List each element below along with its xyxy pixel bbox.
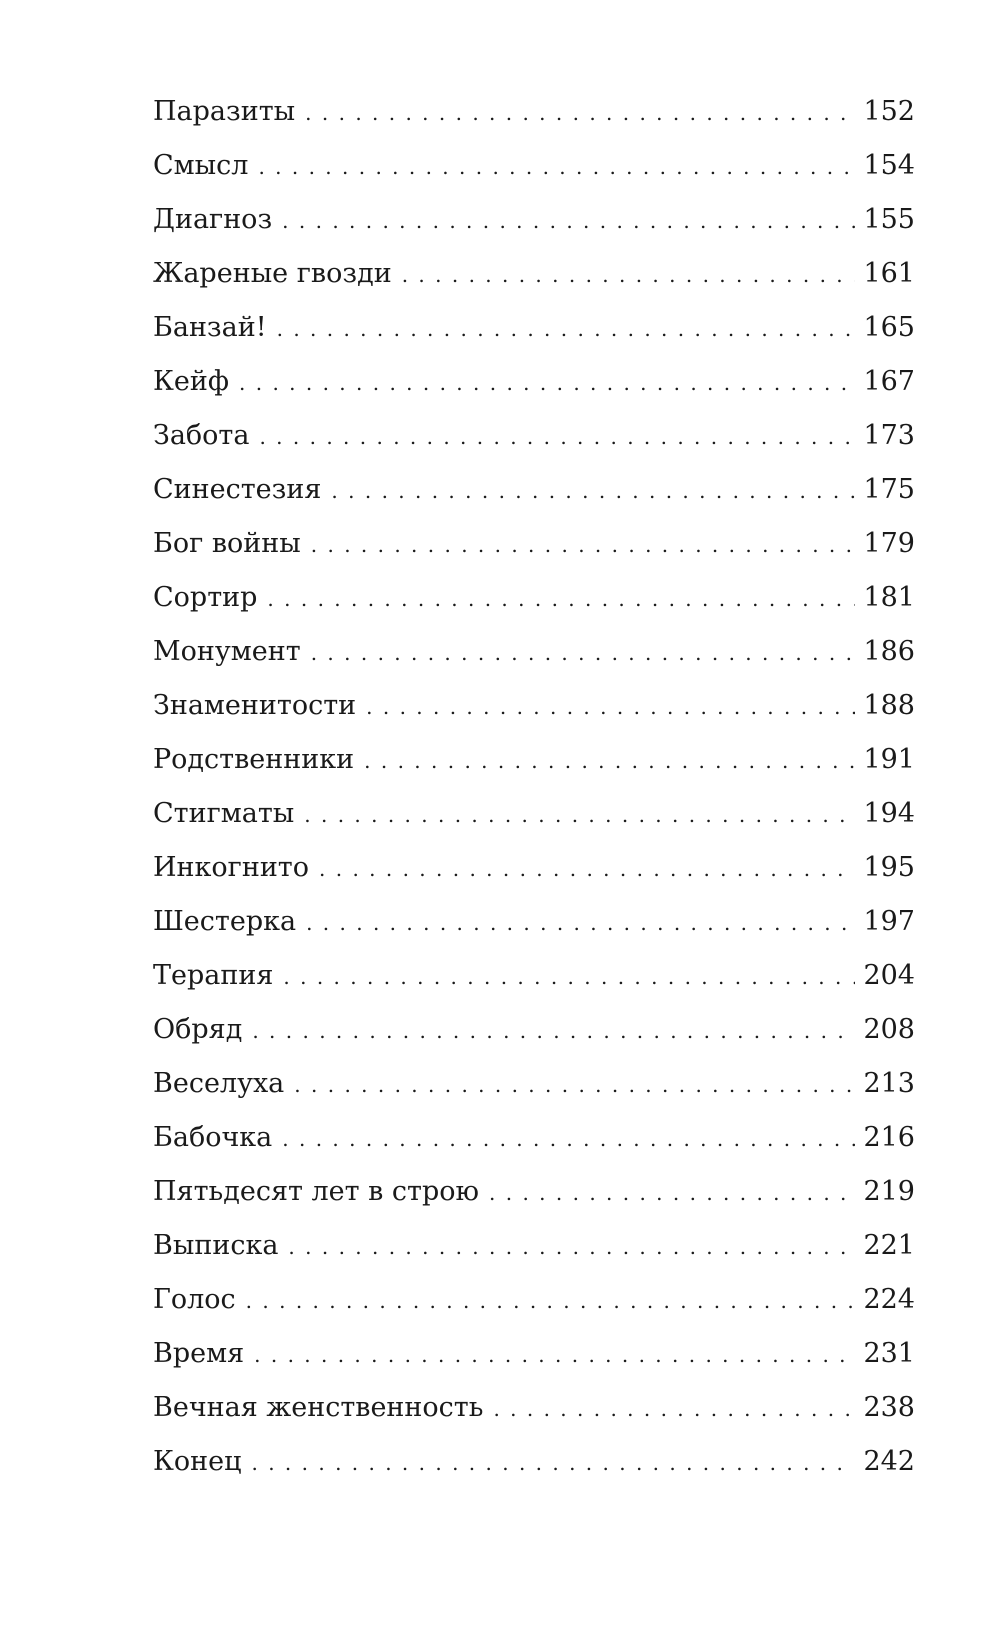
toc-entry xyxy=(153,312,915,366)
toc-entry xyxy=(153,1230,915,1284)
toc-entry-title: Родственники xyxy=(153,744,355,775)
toc-entry-title: Диагноз xyxy=(153,204,273,235)
toc-entry-title: Знаменитости xyxy=(153,690,357,721)
toc-entry-title: Терапия xyxy=(153,960,274,991)
dot-leader xyxy=(282,209,855,233)
toc-entry xyxy=(153,204,915,258)
toc-entry-page: 188 xyxy=(863,690,915,721)
toc-entry xyxy=(153,690,915,744)
toc-entry-page: 231 xyxy=(863,1338,915,1369)
dot-leader xyxy=(402,263,856,287)
dot-leader xyxy=(258,155,855,179)
toc-entry xyxy=(153,798,915,852)
dot-leader xyxy=(304,803,855,827)
toc-entry-title: Синестезия xyxy=(153,474,322,505)
dot-leader xyxy=(277,317,856,341)
toc-entry-title: Шестерка xyxy=(153,906,297,937)
toc-entry-page: 167 xyxy=(863,366,915,397)
toc-entry-title: Веселуха xyxy=(153,1068,285,1099)
toc-entry-title: Сортир xyxy=(153,582,258,613)
dot-leader xyxy=(489,1181,855,1205)
dot-leader xyxy=(294,1073,855,1097)
dot-leader xyxy=(319,857,855,881)
toc-entry-title: Обряд xyxy=(153,1014,243,1045)
toc-entry-page: 242 xyxy=(863,1446,915,1477)
dot-leader xyxy=(246,1289,856,1313)
toc-entry xyxy=(153,1284,915,1338)
dot-leader xyxy=(283,965,855,989)
toc-entry-page: 221 xyxy=(863,1230,915,1261)
toc-entry-title: Выписка xyxy=(153,1230,279,1261)
toc-entry xyxy=(153,528,915,582)
toc-entry-page: 181 xyxy=(863,582,915,613)
toc-entry xyxy=(153,960,915,1014)
toc-entry xyxy=(153,852,915,906)
toc-entry-title: Кейф xyxy=(153,366,230,397)
toc-entry-page: 179 xyxy=(863,528,915,559)
toc-entry-title: Пятьдесят лет в строю xyxy=(153,1176,480,1207)
toc-entry-title: Смысл xyxy=(153,150,249,181)
toc-entry-title: Паразиты xyxy=(153,96,296,127)
toc-entry-page: 204 xyxy=(863,960,915,991)
toc-entry xyxy=(153,1338,915,1392)
toc-entry xyxy=(153,582,915,636)
toc-entry-title: Конец xyxy=(153,1446,242,1477)
toc-entry xyxy=(153,1122,915,1176)
toc-entry-page: 197 xyxy=(863,906,915,937)
toc-entry-title: Стигматы xyxy=(153,798,295,829)
dot-leader xyxy=(252,1019,855,1043)
dot-leader xyxy=(366,695,855,719)
dot-leader xyxy=(252,1451,856,1475)
dot-leader xyxy=(493,1397,855,1421)
dot-leader xyxy=(306,911,855,935)
toc-entry xyxy=(153,1392,915,1446)
toc-entry xyxy=(153,636,915,690)
toc-entry xyxy=(153,366,915,420)
toc-entry-title: Жареные гвозди xyxy=(153,258,392,289)
toc-entry xyxy=(153,1446,915,1500)
toc-entry xyxy=(153,744,915,798)
toc-entry-title: Голос xyxy=(153,1284,236,1315)
toc-entry-page: 213 xyxy=(863,1068,915,1099)
toc-entry-page: 216 xyxy=(863,1122,915,1153)
toc-entry-page: 155 xyxy=(863,204,915,235)
dot-leader xyxy=(239,371,855,395)
dot-leader xyxy=(364,749,855,773)
toc-entry-page: 173 xyxy=(863,420,915,451)
toc-entry-title: Монумент xyxy=(153,636,301,667)
toc-entry-page: 152 xyxy=(863,96,915,127)
toc-entry-page: 191 xyxy=(863,744,915,775)
toc-entry-page: 154 xyxy=(863,150,915,181)
toc-entry xyxy=(153,420,915,474)
toc-entry-page: 194 xyxy=(863,798,915,829)
toc-entry xyxy=(153,1014,915,1068)
dot-leader xyxy=(259,425,855,449)
dot-leader xyxy=(282,1127,855,1151)
dot-leader xyxy=(267,587,855,611)
toc-entry-title: Инкогнито xyxy=(153,852,310,883)
toc-entry-title: Время xyxy=(153,1338,245,1369)
dot-leader xyxy=(305,101,855,125)
toc-entry-title: Забота xyxy=(153,420,250,451)
toc-entry-title: Банзай! xyxy=(153,312,267,343)
toc-entry xyxy=(153,906,915,960)
table-of-contents xyxy=(153,96,915,1500)
toc-entry-page: 161 xyxy=(863,258,915,289)
toc-entry-page: 175 xyxy=(863,474,915,505)
dot-leader xyxy=(311,641,856,665)
dot-leader xyxy=(254,1343,855,1367)
toc-entry-page: 238 xyxy=(863,1392,915,1423)
toc-entry-title: Бабочка xyxy=(153,1122,273,1153)
toc-entry xyxy=(153,1176,915,1230)
dot-leader xyxy=(288,1235,855,1259)
dot-leader xyxy=(331,479,855,503)
toc-entry-page: 224 xyxy=(863,1284,915,1315)
toc-entry-page: 195 xyxy=(863,852,915,883)
dot-leader xyxy=(311,533,856,557)
toc-entry xyxy=(153,474,915,528)
toc-entry-title: Вечная женственность xyxy=(153,1392,484,1423)
toc-entry-page: 208 xyxy=(863,1014,915,1045)
toc-entry-title: Бог войны xyxy=(153,528,301,559)
toc-entry xyxy=(153,150,915,204)
toc-entry-page: 219 xyxy=(863,1176,915,1207)
toc-entry xyxy=(153,1068,915,1122)
toc-entry xyxy=(153,96,915,150)
toc-entry-page: 165 xyxy=(863,312,915,343)
toc-entry-page: 186 xyxy=(863,636,915,667)
toc-entry xyxy=(153,258,915,312)
